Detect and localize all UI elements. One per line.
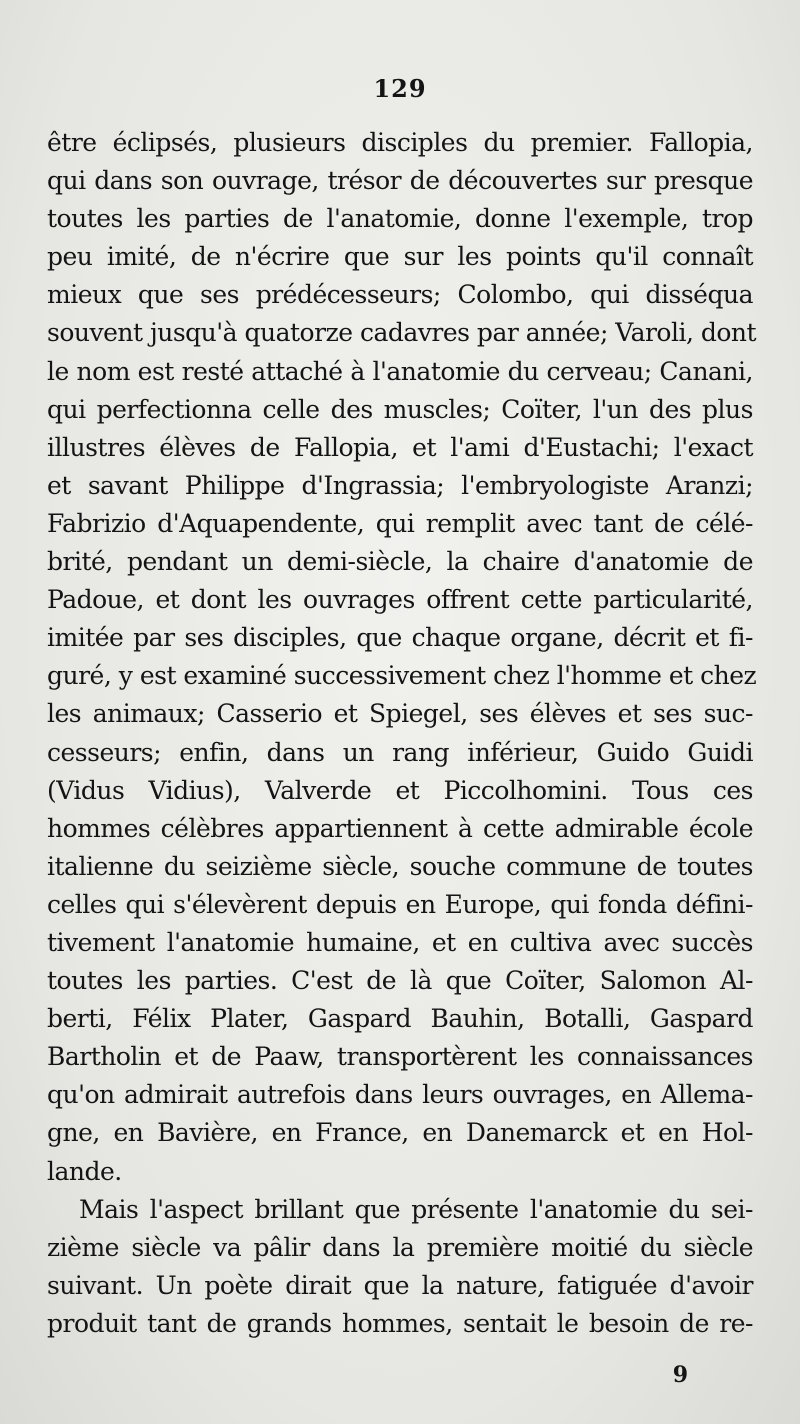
text-line: imitée par ses disciples, que chaque organe, décrit et fi- xyxy=(47,623,753,653)
text-line: Fabrizio d'Aquapendente, qui remplit avec tant de célé- xyxy=(47,508,753,538)
text-line: tivement l'anatomie humaine, et en cultiva avec succès xyxy=(47,927,753,957)
text-line: hommes célèbres appartiennent à cette admirable école xyxy=(47,813,753,843)
text-line: guré, y est examiné successivement chez l'homme et chez xyxy=(47,661,757,691)
text-line: peu imité, de n'écrire que sur les points qu'il connaît xyxy=(47,242,753,272)
text-line: le nom est resté attaché à l'anatomie du cerveau; Canani, xyxy=(47,356,753,386)
text-line: italienne du seizième siècle, souche commune de toutes xyxy=(47,851,753,881)
text-line: être éclipsés, plusieurs disciples du premier. Fallopia, xyxy=(47,128,753,157)
text-line: illustres élèves de Fallopia, et l'ami d'Eustachi; l'exact xyxy=(47,432,753,462)
text-line: produit tant de grands hommes, sentait le besoin de re- xyxy=(47,1308,753,1338)
text-line: Mais l'aspect brillant que présente l'anatomie du sei- xyxy=(79,1194,753,1224)
text-line: (Vidus Vidius), Valverde et Piccolhomini. Tous ces xyxy=(47,775,753,805)
text-line: berti, Félix Plater, Gaspard Bauhin, Botalli, Gaspard xyxy=(47,1004,753,1034)
text-line: gne, en Bavière, en France, en Danemarck et en Hol- xyxy=(47,1118,753,1148)
page-number: 129 xyxy=(373,74,427,103)
text-line: celles qui s'élevèrent depuis en Europe, qui fonda défini- xyxy=(47,889,753,919)
body-text xyxy=(47,124,757,1343)
text-line: lande. xyxy=(47,1156,122,1186)
text-line: brité, pendant un demi-siècle, la chaire d'anatomie de xyxy=(47,547,753,577)
text-line: zième siècle va pâlir dans la première moitié du siècle xyxy=(47,1232,753,1262)
text-line: qui dans son ouvrage, trésor de découvertes sur presque xyxy=(47,166,753,196)
text-line: souvent jusqu'à quatorze cadavres par année; Varoli, dont xyxy=(47,318,757,348)
text-line: suivant. Un poète dirait que la nature, fatiguée d'avoir xyxy=(47,1270,753,1300)
text-line: mieux que ses prédécesseurs; Colombo, qui disséqua xyxy=(47,280,753,310)
text-line: Padoue, et dont les ouvrages offrent cette particularité, xyxy=(47,585,753,615)
text-line: Bartholin et de Paaw, transportèrent les connaissances xyxy=(47,1042,753,1072)
text-line: qu'on admirait autrefois dans leurs ouvrages, en Allema- xyxy=(47,1080,753,1110)
text-line: les animaux; Casserio et Spiegel, ses élèves et ses suc- xyxy=(47,699,753,729)
text-line: qui perfectionna celle des muscles; Coïter, l'un des plus xyxy=(47,394,753,424)
signature-mark: 9 xyxy=(672,1362,688,1388)
text-line: et savant Philippe d'Ingrassia; l'embryologiste Aranzi; xyxy=(47,470,753,500)
text-line: toutes les parties. C'est de là que Coïter, Salomon Al- xyxy=(47,966,753,996)
text-line: toutes les parties de l'anatomie, donne l'exemple, trop xyxy=(47,204,753,234)
text-line: cesseurs; enfin, dans un rang inférieur, Guido Guidi xyxy=(47,737,753,767)
